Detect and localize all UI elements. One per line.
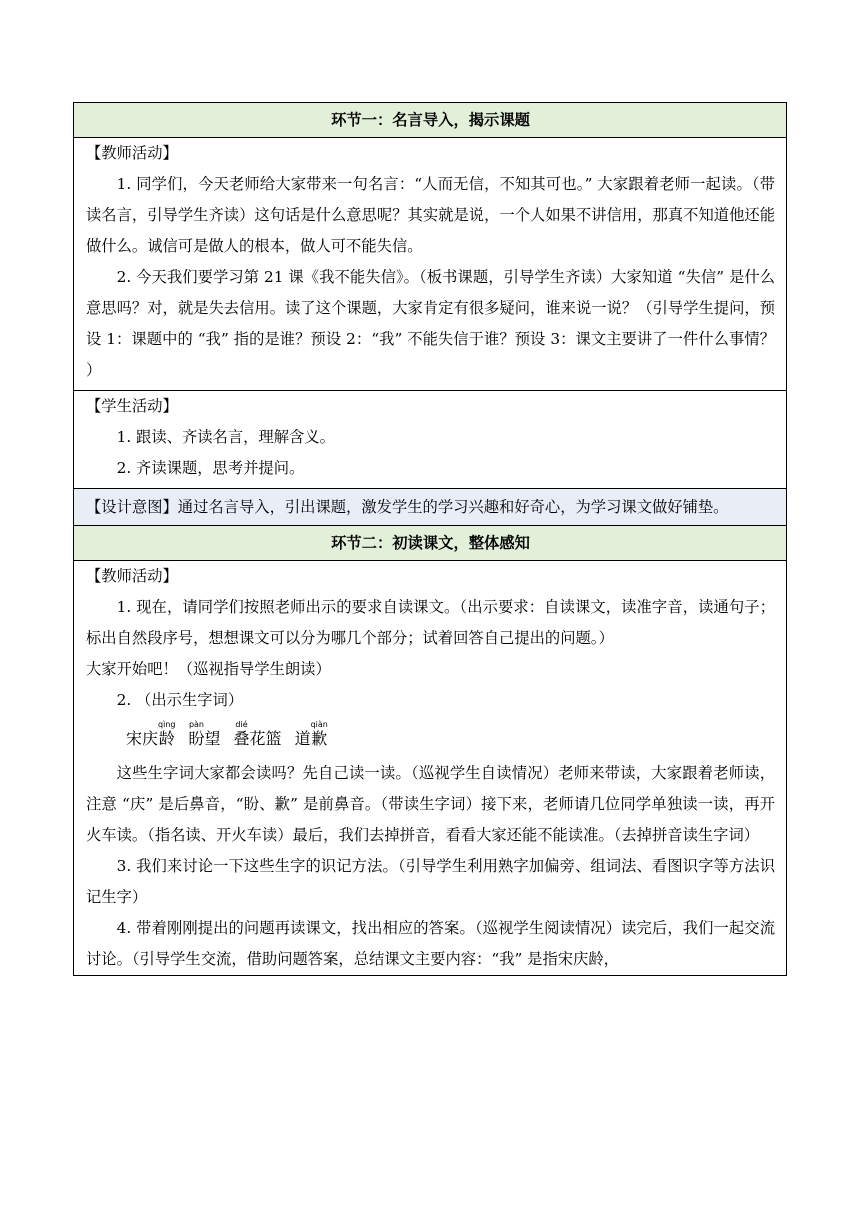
vocab-char: 叠dié [233, 720, 250, 748]
vocab-char: 望 [205, 729, 221, 748]
design-intent-text: 【设计意图】通过名言导入，引出课题，激发学生的学习兴趣和好奇心，为学习课文做好铺垫。 [86, 498, 729, 516]
vocabulary-list [86, 720, 775, 758]
vocab-char: 歉qiàn [310, 720, 328, 748]
section2-teacher-cell [74, 561, 787, 976]
vocab-word [188, 720, 220, 754]
pinyin-annotation [295, 720, 311, 729]
vocab-char: 盼pàn [188, 720, 205, 748]
section1-design-cell [74, 489, 787, 526]
pinyin-annotation [205, 720, 221, 729]
teacher-activity-label: 【教师活动】 [86, 144, 178, 162]
lesson-plan-table [73, 102, 787, 976]
pinyin-annotation [266, 720, 282, 729]
vocab-word [295, 720, 328, 754]
vocab-char: 花 [250, 729, 266, 748]
pinyin-annotation: pàn [188, 720, 205, 729]
student-activity-label: 【学生活动】 [86, 397, 178, 415]
student-paragraph-2: 2. 齐读课题，思考并提问。 [116, 459, 305, 477]
section1-header: 环节一：名言导入，揭示课题 [74, 103, 787, 138]
section2-paragraph-2: 2. （出示生字词） [116, 691, 244, 709]
section2-header: 环节二：初读课文，整体感知 [74, 526, 787, 561]
vocab-char: 宋 [126, 729, 142, 748]
vocab-word [126, 720, 175, 754]
section2-paragraph-5: 4. 带着刚刚提出的问题再读课文，找出相应的答案。（巡视学生阅读情况）读完后，我们一起交流讨论。（引导学生交流，借助问题答案，总结课文主要内容：“我” 是指宋庆龄， [86, 919, 775, 968]
pinyin-annotation [142, 720, 158, 729]
pinyin-annotation: qìng [158, 720, 176, 729]
pinyin-annotation: dié [233, 720, 250, 729]
section2-paragraph-1-cont: 大家开始吧！（巡视指导学生朗读） [86, 660, 331, 678]
teacher-paragraph-2: 2. 今天我们要学习第 21 课《我不能失信》。（板书课题，引导学生齐读）大家知道 “失信” 是什么意思吗？对，就是失去信用。读了这个课题，大家肯定有很多疑问，谁来说一说？（引导学生提问，预设 1：课题中的 “我” 指的是谁？预设 2：“我” 不能失信于谁？预设 3：课文主要讲了一件什么事情？ ） [86, 268, 775, 379]
pinyin-annotation: qiàn [310, 720, 328, 729]
vocab-char: 龄qìng [158, 720, 176, 748]
pinyin-annotation [126, 720, 142, 729]
section1-teacher-cell [74, 138, 787, 391]
vocab-char: 庆 [142, 729, 158, 748]
section2-paragraph-1: 1. 现在，请同学们按照老师出示的要求自读课文。（出示要求：自读课文，读准字音，读通句子；标出自然段序号，想想课文可以分为哪几个部分；试着回答自己提出的问题。） [86, 598, 775, 647]
teacher-activity-label-2: 【教师活动】 [86, 567, 178, 585]
vocab-word [234, 720, 282, 754]
student-paragraph-1: 1. 跟读、齐读名言，理解含义。 [116, 428, 335, 446]
vocab-char: 篮 [266, 729, 282, 748]
section2-paragraph-4: 3. 我们来讨论一下这些生字的识记方法。（引导学生利用熟字加偏旁、组词法、看图识字等方法识记生字） [86, 857, 775, 906]
vocab-char: 道 [295, 729, 311, 748]
pinyin-annotation [250, 720, 266, 729]
section1-student-cell [74, 391, 787, 489]
teacher-paragraph-1: 1. 同学们，今天老师给大家带来一句名言：“人而无信，不知其可也。” 大家跟着老师一起读。（带读名言，引导学生齐读）这句话是什么意思呢？其实就是说，一个人如果不讲信用，那真不知道他还能做什么。诚信可是做人的根本，做人可不能失信。 [86, 175, 775, 255]
section2-paragraph-3: 这些生字词大家都会读吗？先自己读一读。（巡视学生自读情况）老师来带读，大家跟着老师读，注意 “庆” 是后鼻音，“盼、歉” 是前鼻音。（带读生字词）接下来，老师请几位同学单独读一读，再开火车读。（指名读、开火车读）最后，我们去掉拼音，看看大家还能不能读准。（去掉拼音读生字词） [86, 764, 775, 844]
